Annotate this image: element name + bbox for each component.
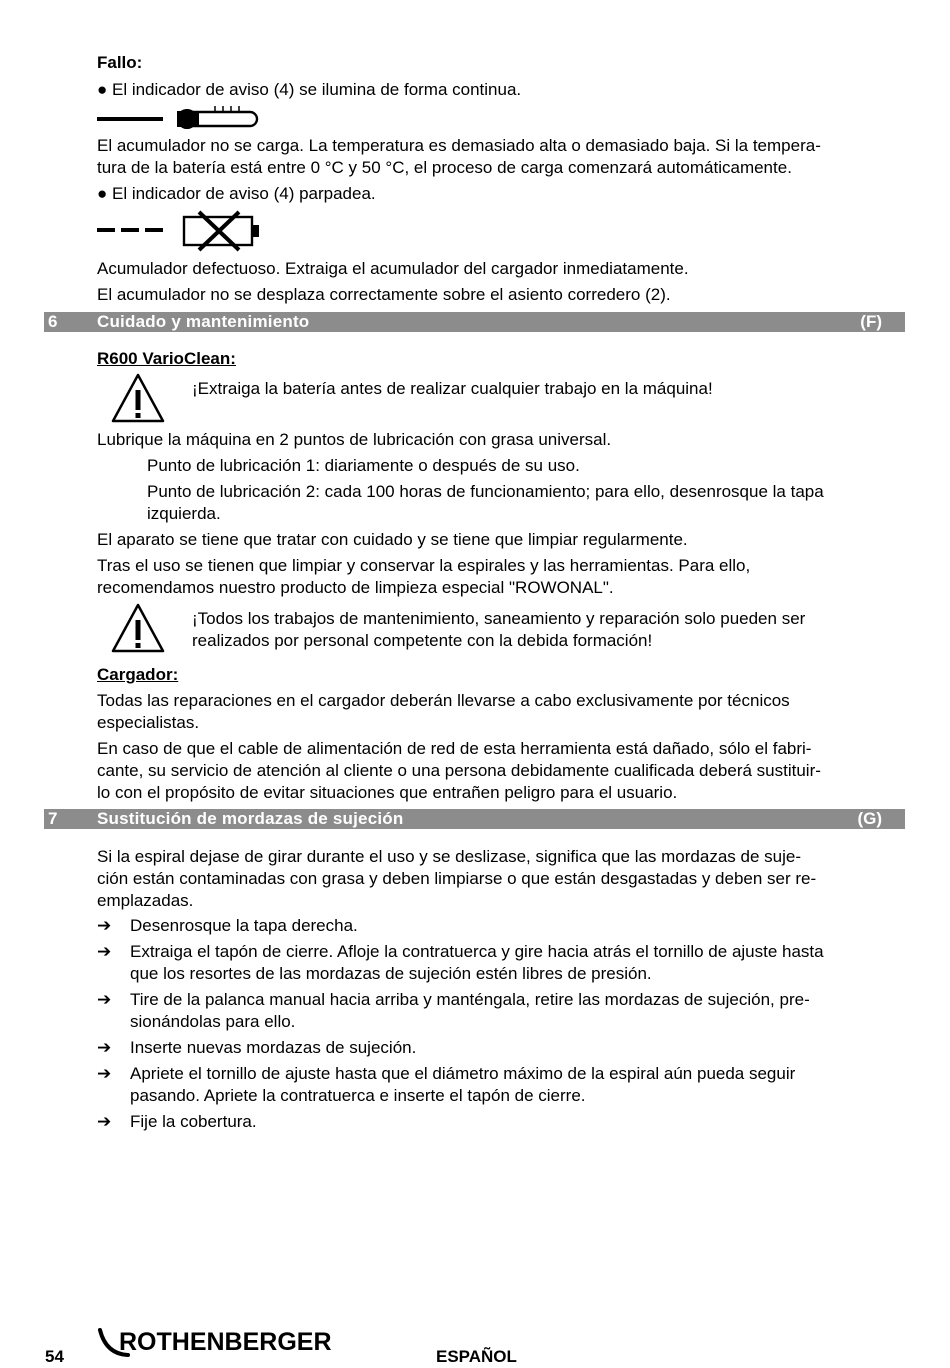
section-code: (F): [860, 312, 882, 331]
step-text: que los resortes de las mordazas de sujeción estén libres de presión.: [130, 964, 652, 983]
intro-line3: emplazadas.: [97, 891, 194, 910]
step-text: sionándolas para ello.: [130, 1012, 296, 1031]
section-code: (G): [857, 809, 882, 828]
warning-remove-battery: ¡Extraiga la batería antes de realizar cualquier trabajo en la máquina!: [192, 379, 713, 398]
section-title: Cuidado y mantenimiento: [97, 312, 310, 331]
step-text: Extraiga el tapón de cierre. Afloje la contratuerca y gire hacia atrás el tornillo de ajuste hasta: [130, 942, 824, 961]
arrow-right-icon: ➔: [97, 1038, 112, 1057]
fault-temp-line1: El acumulador no se carga. La temperatura es demasiado alta o demasiado baja. Si la tempera-: [97, 136, 821, 155]
page-number: 54: [45, 1347, 64, 1366]
intro-line2: ción están contaminadas con grasa y deben limpiarse o que están desgastadas y deben ser re-: [97, 869, 817, 888]
arrow-right-icon: ➔: [97, 1064, 112, 1083]
section-title: Sustitución de mordazas de sujeción: [97, 809, 404, 828]
step-text: Fije la cobertura.: [130, 1112, 257, 1131]
lubrication-point-2-line1: Punto de lubricación 2: cada 100 horas de funcionamiento; para ello, desenrosque la tapa: [147, 482, 824, 501]
care-text: El aparato se tiene que tratar con cuidado y se tiene que limpiar regularmente.: [97, 530, 688, 549]
lubricate-text: Lubrique la máquina en 2 puntos de lubricación con grasa universal.: [97, 430, 612, 449]
fault-heading: Fallo:: [97, 53, 143, 72]
cable-line1: En caso de que el cable de alimentación de red de esta herramienta está dañado, sólo el fabri-: [97, 739, 812, 758]
charger-line2: especialistas.: [97, 713, 200, 732]
charger-line1: Todas las reparaciones en el cargador deberán llevarse a cabo exclusivamente por técnicos: [97, 691, 790, 710]
arrow-right-icon: ➔: [97, 1112, 112, 1131]
step-text: Inserte nuevas mordazas de sujeción.: [130, 1038, 417, 1057]
warning-maintenance-line1: ¡Todos los trabajos de mantenimiento, saneamiento y reparación solo pueden ser: [192, 609, 806, 628]
clean-line2: recomendamos nuestro producto de limpieza especial "ROWONAL".: [97, 578, 614, 597]
language-label: ESPAÑOL: [436, 1347, 517, 1366]
lubrication-point-1: Punto de lubricación 1: diariamente o después de su uso.: [147, 456, 580, 475]
warning-triangle-icon: [110, 602, 166, 654]
warning-maintenance-line2: realizados por personal competente con la debida formación!: [192, 631, 653, 650]
fault-temp-line2: tura de la batería está entre 0 °C y 50 °C, el proceso de carga comenzará automáticamente.: [97, 158, 792, 177]
section-number: 7: [48, 809, 58, 828]
step-text: Desenrosque la tapa derecha.: [130, 916, 358, 935]
arrow-right-icon: ➔: [97, 916, 112, 935]
section-6-header: [44, 312, 905, 332]
clean-line1: Tras el uso se tienen que limpiar y conservar la espirales y las herramientas. Para ello,: [97, 556, 751, 575]
fault-slide: El acumulador no se desplaza correctamente sobre el asiento corredero (2).: [97, 285, 671, 304]
battery-defect-icon: [97, 210, 267, 252]
brand-logo: [96, 1324, 346, 1362]
fault-item-blinking: ● El indicador de aviso (4) parpadea.: [97, 184, 376, 203]
step-text: pasando. Apriete la contratuerca e inserte el tapón de cierre.: [130, 1086, 586, 1105]
fault-item-steady: ● El indicador de aviso (4) se ilumina de forma continua.: [97, 80, 522, 99]
intro-line1: Si la espiral dejase de girar durante el uso y se deslizase, significa que las mordazas de suje-: [97, 847, 801, 866]
fault-defective: Acumulador defectuoso. Extraiga el acumulador del cargador inmediatamente.: [97, 259, 689, 278]
brand-name: ROTHENBERGER: [119, 1328, 332, 1356]
arrow-right-icon: ➔: [97, 942, 112, 961]
subheading-r600: R600 VarioClean:: [97, 349, 236, 368]
thermometer-icon: [97, 104, 267, 132]
lubrication-point-2-line2: izquierda.: [147, 504, 221, 523]
subheading-charger: Cargador:: [97, 665, 179, 684]
section-7-header: [44, 809, 905, 829]
step-text: Apriete el tornillo de ajuste hasta que el diámetro máximo de la espiral aún pueda seguir: [130, 1064, 796, 1083]
cable-line2: cante, su servicio de atención al cliente o una persona debidamente cualificada deberá sustituir-: [97, 761, 821, 780]
warning-triangle-icon: [110, 372, 166, 424]
step-text: Tire de la palanca manual hacia arriba y manténgala, retire las mordazas de sujeción, pre-: [130, 990, 810, 1009]
cable-line3: lo con el propósito de evitar situaciones que entrañen peligro para el usuario.: [97, 783, 678, 802]
arrow-right-icon: ➔: [97, 990, 112, 1009]
section-number: 6: [48, 312, 58, 331]
